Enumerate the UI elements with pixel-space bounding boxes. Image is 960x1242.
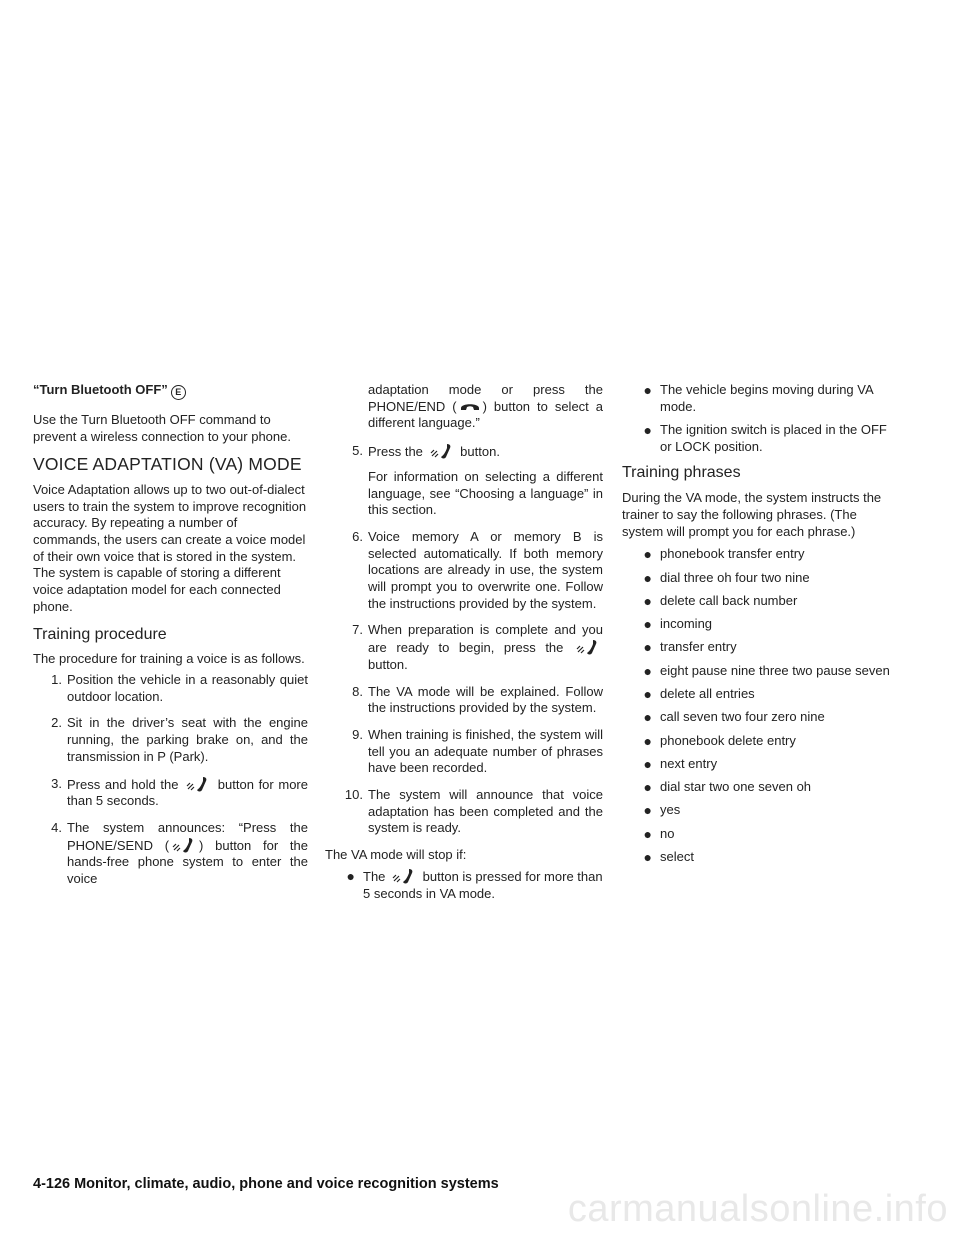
- list-item: ● next entry: [622, 756, 896, 773]
- list-item: ● phonebook delete entry: [622, 733, 896, 750]
- page-footer: [33, 1176, 499, 1192]
- list-item: ● The button is pressed for more than 5 seconds in VA mode.: [325, 868, 603, 902]
- va-mode-heading: VOICE ADAPTATION (VA) MODE: [33, 454, 302, 475]
- bullet-icon: ●: [643, 662, 652, 679]
- turn-bluetooth-off-heading: “Turn Bluetooth OFF” E: [33, 382, 308, 400]
- phone-end-icon: [459, 400, 481, 414]
- bullet-icon: ●: [643, 569, 652, 586]
- phone-send-talk-icon: [171, 837, 197, 853]
- step-3: 3. Press and hold the button for more than 5 seconds.: [51, 775, 308, 809]
- phone-send-talk-icon: [429, 443, 455, 459]
- training-steps-1: [33, 672, 308, 888]
- turn-bluetooth-off-text: Use the Turn Bluetooth OFF command to prevent a wireless connection to your phone.: [33, 411, 291, 444]
- list-item: ● dial star two one seven oh: [622, 779, 896, 796]
- step-8: 8. The VA mode will be explained. Follow the instructions provided by the system.: [352, 683, 603, 716]
- list-item: ● incoming: [622, 616, 896, 633]
- bullet-icon: ●: [643, 422, 652, 438]
- list-item: ● call seven two four zero nine: [622, 709, 896, 726]
- bullet-icon: ●: [643, 779, 652, 796]
- list-item: ● The ignition switch is placed in the OFF or LOCK position.: [622, 422, 896, 455]
- step-7: 7. When preparation is complete and you are ready to begin, press the button.: [352, 622, 603, 672]
- page-number: 4-126: [33, 1176, 71, 1192]
- step-5: 5. Press the button. For information on selecting a different language, see “Choosing a language” in this section.: [352, 443, 603, 518]
- bullet-icon: ●: [643, 709, 652, 726]
- list-item: ● delete all entries: [622, 686, 896, 703]
- bullet-icon: ●: [643, 686, 652, 702]
- training-phrases-heading: Training phrases: [622, 464, 741, 482]
- bullet-icon: ●: [643, 732, 652, 749]
- bullet-icon: ●: [346, 867, 355, 884]
- va-stop-list: [325, 868, 603, 902]
- phone-send-talk-icon: [185, 776, 211, 792]
- list-item: ● select: [622, 849, 896, 866]
- column-1: [33, 382, 308, 898]
- va-stop-intro: The VA mode will stop if:: [325, 847, 467, 863]
- va-mode-text: Voice Adaptation allows up to two out-of-dialect users to train the system to improve recognition accuracy. By repeating a number of commands, the users can create a voice model of their own voice that is stored in the system. The system is capable of storing a different voice adaptation model for each connected phone.: [33, 481, 307, 614]
- training-steps-2: [325, 443, 603, 837]
- phone-send-talk-icon: [391, 868, 417, 884]
- bullet-icon: ●: [643, 382, 652, 398]
- column-2: [325, 382, 603, 909]
- step-1: 1. Position the vehicle in a reasonably quiet outdoor location.: [51, 671, 308, 704]
- bullet-icon: ●: [643, 592, 652, 609]
- training-procedure-heading: Training procedure: [33, 625, 167, 643]
- va-stop-list-continued: [622, 382, 896, 455]
- step-4: 4. The system announces: “Press the PHONE/SEND ( ) button for the hands-free phone system to enter the voice: [51, 819, 308, 887]
- bullet-icon: ●: [643, 639, 652, 656]
- column-3: [622, 382, 896, 872]
- bullet-icon: ●: [643, 849, 652, 866]
- section-title: Monitor, climate, audio, phone and voice recognition systems: [74, 1176, 499, 1192]
- bullet-icon: ●: [643, 546, 652, 563]
- step-9: 9. When training is finished, the system will tell you an adequate number of phrases have been recorded.: [352, 726, 603, 776]
- bullet-icon: ●: [643, 616, 652, 633]
- list-item: ● eight pause nine three two pause seven: [622, 663, 896, 680]
- list-item: ● delete call back number: [622, 593, 896, 610]
- list-item: ● dial three oh four two nine: [622, 570, 896, 587]
- bullet-icon: ●: [643, 755, 652, 772]
- list-item: ● The vehicle begins moving during VA mode.: [622, 382, 896, 415]
- step-10: 10. The system will announce that voice adaptation has been completed and the system is ready.: [344, 787, 603, 836]
- list-item: ● transfer entry: [622, 639, 896, 656]
- training-phrases-list: [622, 546, 896, 866]
- callout-e-icon: E: [171, 385, 186, 400]
- step-4-continuation: adaptation mode or press the PHONE/END ( ) button to select a different language.”: [368, 382, 603, 431]
- step-6: 6. Voice memory A or memory B is selected automatically. If both memory locations are already in use, the system will prompt you to overwrite one. Follow the instructions provided by the system.: [352, 528, 603, 611]
- step-2: 2. Sit in the driver’s seat with the engine running, the parking brake on, and the transmission in P (Park).: [51, 715, 308, 764]
- list-item: ● yes: [622, 802, 896, 819]
- step-5-note: For information on selecting a different language, see “Choosing a language” in this section.: [368, 468, 603, 518]
- training-phrases-intro: During the VA mode, the system instructs the trainer to say the following phrases. (The system will prompt you for each phrase.): [622, 490, 882, 539]
- bullet-icon: ●: [643, 802, 652, 819]
- list-item: ● no: [622, 826, 896, 843]
- training-intro: The procedure for training a voice is as follows.: [33, 651, 305, 667]
- watermark: carmanualsonline.info: [567, 1188, 948, 1230]
- bullet-icon: ●: [643, 825, 652, 842]
- phone-send-talk-icon: [575, 639, 601, 655]
- list-item: ● phonebook transfer entry: [622, 546, 896, 563]
